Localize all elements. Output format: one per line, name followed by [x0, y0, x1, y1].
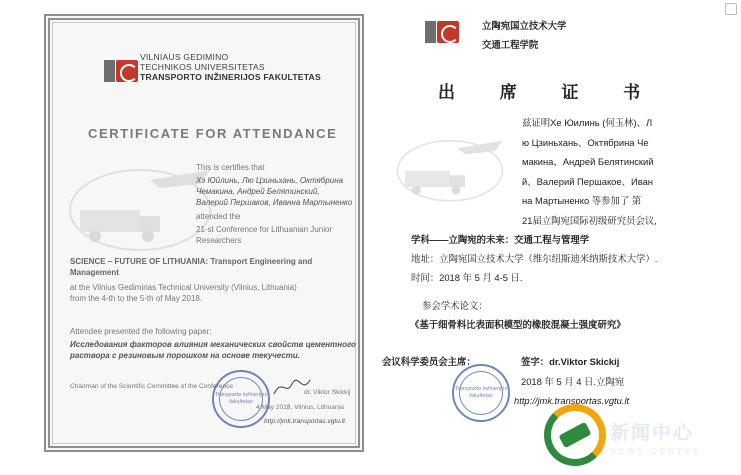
faculty-name-cn: 交通工程学院	[482, 39, 539, 50]
university-logo-cn	[425, 21, 459, 43]
transport-illustration-cn	[390, 112, 510, 222]
left-url: http://jmk.transportas.vgtu.lt	[264, 418, 345, 425]
faculty-stamp-cn: Transporto inžinerijos fakultetas	[452, 364, 510, 422]
certificate-title-cn: 出 席 证 书	[438, 83, 661, 102]
faculty-stamp: Transporto inžinerijos fakultetas	[212, 370, 270, 428]
university-logo	[104, 60, 138, 82]
conference-venue: at the Vilnius Gediminas Technical University (Vilnius, Lithuania) from the 4-th to the 5-th of May 2018.	[70, 283, 297, 303]
chair-label-cn: 会议科学委员会主席：	[382, 356, 476, 367]
news-center-logo	[544, 404, 606, 466]
certificate-title: CERTIFICATE FOR ATTENDANCE	[88, 126, 338, 141]
signer-name: dr. Viktor Skickij	[304, 389, 351, 396]
signature-cn: 签字：dr.Viktor Skickij	[521, 356, 620, 367]
attendee-names: Хэ Юйлинь, Лю Цзиньхань, Октябрина Чемакина, Андрей Белятинский, Валерий Першаков, Иванна Мартыненко	[196, 176, 353, 207]
address-cn: 地址：立陶宛国立技术大学（维尔纽斯迪米纳斯技术大学）.	[411, 253, 658, 264]
url-cn: http://jmk.transportas.vgtu.lt	[514, 395, 630, 406]
paper-label-cn: 参会学术论文：	[422, 300, 488, 311]
university-name-cn: 立陶宛国立技术大学	[482, 20, 567, 31]
paper-title-cn: 《基于细骨料比表面积模型的橡胶混凝土强度研究》	[410, 319, 626, 330]
attendance-body-cn: 兹证明Хе Юилинь (何玉林)、Л ю Цзиньхань、Октябрина Че макина、Андрей Белятинский й、Валерий Першакое、Иван на Мартыненко 等参加了 第 21届立陶宛国际初级研究员会议,	[522, 117, 657, 226]
attended-text: attended the	[196, 212, 241, 221]
conference-theme: SCIENCE – FUTURE OF LITHUANIA: Transport Engineering and Management	[70, 257, 313, 277]
paper-intro: Attendee presented the following paper:	[70, 327, 212, 336]
paper-title: Исследования факторов влияния механических свойств цементного раствора с резиновым порошком на основе текучести.	[70, 340, 356, 360]
corner-mark	[725, 3, 737, 15]
university-name: VILNIAUS GEDIMINO TECHNIKOS UNIVERSITETAS TRANSPORTO INŽINERIJOS FAKULTETAS	[140, 52, 321, 82]
chairman-label: Chairman of the Scientific Committee of the Conference	[70, 383, 234, 390]
certifies-text: This is certifies that	[196, 163, 265, 172]
date-place-cn: 2018 年 5 月 4 日.立陶宛	[521, 376, 625, 387]
news-center-watermark: 新闻中心 NEWS CENTER	[610, 423, 703, 456]
english-certificate	[44, 14, 364, 452]
left-date-place: 4 May 2018, Vilnius, Lithuania	[256, 404, 344, 411]
conference-name: 21-st Conference for Lithuanian Junior Researchers	[196, 225, 333, 245]
time-cn: 时间：2018 年 5 月 4-5 日.	[411, 272, 523, 283]
theme-cn: 学科——立陶宛的未来：交通工程与管理学	[411, 234, 590, 245]
